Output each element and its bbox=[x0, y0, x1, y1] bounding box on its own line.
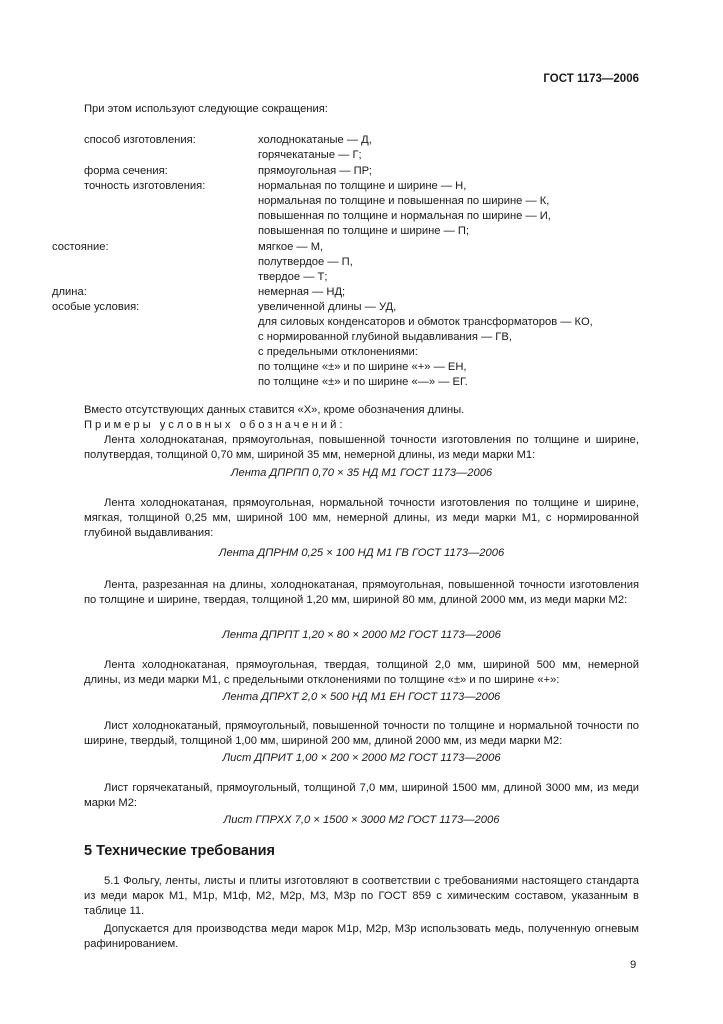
examples-title: Примеры условных обозначений: bbox=[84, 419, 346, 431]
example-text: Лист холоднокатаный, прямоугольный, повышенной точности по толщине и нормальной точности по ширине, твердый, толщиной 1,00 мм, шириной 200 мм, длиной 2000 мм, из меди марки М2: bbox=[84, 720, 639, 748]
example-text: Лента холоднокатаная, прямоугольная, повышенной точности изготовления по толщине и ширине, полутвердая, толщиной 0,70 мм, шириной 35 мм, немерной длины, из меди марки М1: bbox=[84, 434, 639, 462]
example-paragraph bbox=[84, 781, 639, 811]
example-designation: Лента ДПРНМ 0,25 × 100 НД М1 ГВ ГОСТ 1173—2006 bbox=[218, 547, 505, 559]
example-designation: Лента ДПРХТ 2,0 × 500 НД М1 ЕН ГОСТ 1173—2006 bbox=[222, 691, 501, 703]
example-paragraph bbox=[84, 433, 639, 463]
abbr-value: немерная — НД; bbox=[258, 286, 346, 298]
abbr-label-method: способ изготовления: bbox=[84, 134, 196, 146]
abbr-value: нормальная по толщине и повышенная по ширине — К, bbox=[258, 195, 550, 207]
example-paragraph bbox=[84, 658, 639, 688]
section-heading: 5 Технические требования bbox=[84, 843, 276, 859]
section-p2: Допускается для производства меди марок М1р, М2р, М3р использовать медь, полученную огневым рафинированием. bbox=[84, 923, 639, 951]
abbr-value: твердое — Т; bbox=[258, 271, 328, 283]
abbr-value: прямоугольная — ПР; bbox=[258, 165, 372, 177]
example-designation: Лента ДПРПП 0,70 × 35 НД М1 ГОСТ 1173—2006 bbox=[230, 467, 493, 479]
example-paragraph bbox=[84, 578, 639, 608]
standard-header: ГОСТ 1173—2006 bbox=[543, 73, 639, 85]
missing-data-note: Вместо отсутствующих данных ставится «Х», кроме обозначения длины. bbox=[84, 404, 465, 416]
abbr-value: для силовых конденсаторов и обмоток трансформаторов — КО, bbox=[258, 316, 593, 328]
example-designation: Лист ДПРИТ 1,00 × 200 × 2000 М2 ГОСТ 1173—2006 bbox=[222, 752, 501, 764]
example-text: Лента холоднокатаная, прямоугольная, нормальной точности изготовления по толщине и ширине, мягкая, толщиной 0,25 мм, шириной 100 мм, немерной длины, из меди марки М1, с нормированной глубиной выдавливания: bbox=[84, 497, 639, 540]
example-designation: Лента ДПРПТ 1,20 × 80 × 2000 М2 ГОСТ 1173—2006 bbox=[222, 629, 501, 641]
abbr-value: горячекатаные — Г; bbox=[258, 149, 362, 161]
example-designation: Лист ГПРХХ 7,0 × 1500 × 3000 М2 ГОСТ 1173—2006 bbox=[223, 814, 500, 826]
example-text: Лента, разрезанная на длины, холоднокатаная, прямоугольная, повышенной точности изготовления по толщине и ширине, твердая, толщиной 1,20 мм, шириной 80 мм, длиной 2000 мм, из меди марки М2: bbox=[84, 579, 639, 607]
section-paragraph bbox=[84, 922, 639, 952]
abbr-value: с предельными отклонениями: bbox=[258, 346, 418, 358]
example-text: Лента холоднокатаная, прямоугольная, твердая, толщиной 2,0 мм, шириной 500 мм, немерной длины, из меди марки М1, с предельными отклонениями по толщине «±» и по ширине «+»: bbox=[84, 659, 639, 687]
abbr-label-special: особые условия: bbox=[52, 301, 140, 313]
abbr-label-precision: точность изготовления: bbox=[84, 180, 206, 192]
section-paragraph bbox=[84, 874, 639, 920]
abbr-value: по толщине «±» и по ширине «+» — ЕН, bbox=[258, 361, 467, 373]
abbr-value: нормальная по толщине и ширине — Н, bbox=[258, 180, 467, 192]
abbr-label-state: состояние: bbox=[52, 241, 109, 253]
abbr-label-section: форма сечения: bbox=[84, 165, 168, 177]
page-number: 9 bbox=[630, 959, 637, 971]
abbr-value: полутвердое — П, bbox=[258, 256, 353, 268]
abbr-value: холоднокатаные — Д, bbox=[258, 134, 372, 146]
example-text: Лист горячекатаный, прямоугольный, толщиной 7,0 мм, шириной 1500 мм, длиной 3000 мм, из меди марки М2: bbox=[84, 782, 639, 810]
example-paragraph bbox=[84, 496, 639, 542]
abbr-label-length: длина: bbox=[52, 286, 87, 298]
abbr-value: мягкое — М, bbox=[258, 241, 324, 253]
abbr-value: по толщине «±» и по ширине «—» — ЕГ. bbox=[258, 376, 468, 388]
abbr-value: с нормированной глубиной выдавливания — ГВ, bbox=[258, 331, 512, 343]
intro-text: При этом используют следующие сокращения: bbox=[84, 103, 328, 115]
abbr-value: повышенная по толщине и нормальная по ширине — И, bbox=[258, 210, 551, 222]
abbr-value: повышенная по толщине и ширине — П; bbox=[258, 225, 470, 237]
example-paragraph bbox=[84, 719, 639, 749]
section-p1: 5.1 Фольгу, ленты, листы и плиты изготовляют в соответствии с требованиями настоящего стандарта из меди марок М1, М1р, М1ф, М2, М2р, М3, М3р по ГОСТ 859 с химическим составом, указанным в таблице 11. bbox=[84, 875, 639, 918]
abbr-value: увеличенной длины — УД, bbox=[258, 301, 397, 313]
